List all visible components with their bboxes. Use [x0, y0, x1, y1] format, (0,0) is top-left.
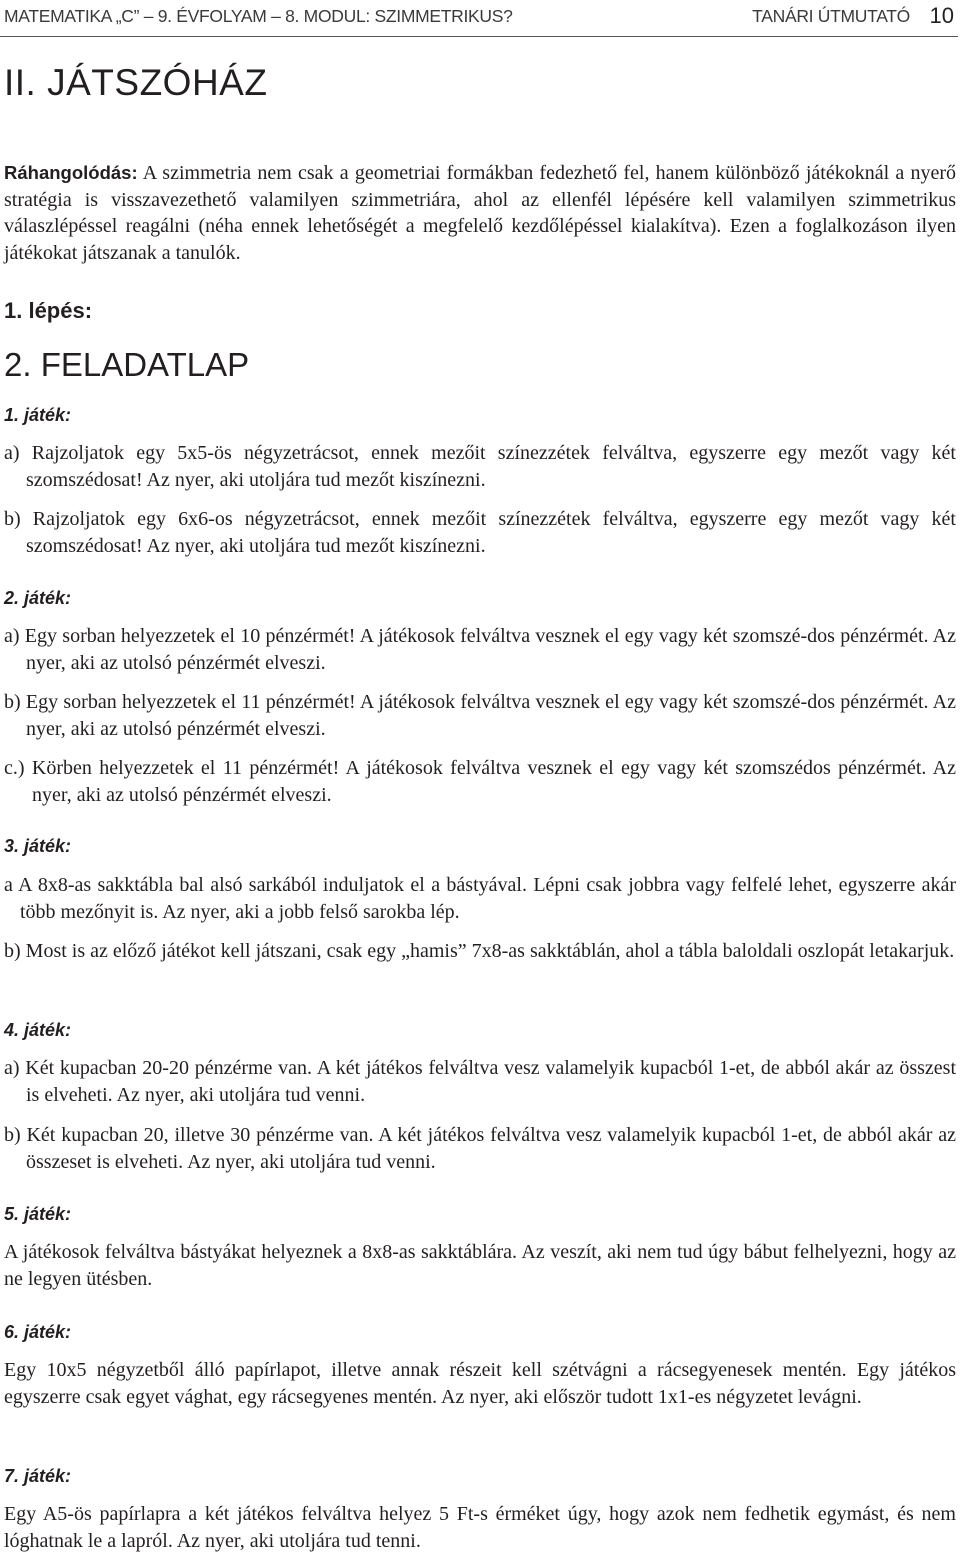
game-3-item-b: b) Most is az előző játékot kell játszani, csak egy „hamis” 7x8-as sakktáblán, ahol a tábla baloldali oszlopát letakarjuk. [4, 940, 955, 962]
game-2-label: 2. játék: [4, 588, 72, 608]
warmup-text: A szimmetria nem csak a geometriai formákban fedezhető fel, hanem különböző játékoknál a nyerő stratégia is visszavezethető valamilyen szimmetriára, ahol az ellenfél lépésére kell valamilyen szimmetrikus válaszlépéssel reagálni (néha ennek lehetőségét a megfelelő kezdőlépéssel kialakítva). Ezen a foglalkozáson ilyen játékokat játszanak a tanulók. [4, 162, 956, 264]
game-4-item-a: a) Két kupacban 20-20 pénzérme van. A két játékos felváltva vesz valamelyik kupacból 1-et, de abból akár az összest is elveheti. Az nyer, aki utoljára tud venni. [4, 1057, 956, 1106]
game-2-item-b: b) Egy sorban helyezzetek el 11 pénzérmét! A játékosok felváltva vesznek el egy vagy két szomszé-dos pénzérmét. Az nyer, aki az utolsó pénzérmét elveszi. [4, 691, 956, 740]
game-4-label: 4. játék: [4, 1020, 72, 1040]
game-3-item-a: a A 8x8-as sakktábla bal alsó sarkából induljatok el a bástyával. Lépni csak jobbra vagy felfelé lehet, egyszerre akár több mezőnyit is. Az nyer, aki a jobb felső sarokba lép. [4, 874, 956, 923]
game-7-label: 7. játék: [4, 1466, 72, 1486]
game-6-text: Egy 10x5 négyzetből álló papírlapot, illetve annak részeit kell szétvágni a rácsegyenesek mentén. Egy játékos egyszerre csak egyet vághat, egy rácsegyenes mentén. Az nyer, aki először tudott 1x1-es négyzetet levágni. [4, 1359, 956, 1408]
section-title: II. JÁTSZÓHÁZ [4, 62, 268, 103]
game-5-text: A játékosok felváltva bástyákat helyeznek a 8x8-as sakktáblára. Az veszít, aki nem tud úgy bábut felhelyezni, hogy az ne legyen ütésben. [4, 1241, 956, 1290]
game-1-item-b: b) Rajzoljatok egy 6x6-os négyzetrácsot, ennek mezőit színezzétek felváltva, egyszerre egy mezőt vagy két szomszédosat! Az nyer, aki utoljára tud mezőt kiszínezni. [4, 508, 956, 557]
worksheet-title: 2. FELADATLAP [4, 346, 250, 383]
running-header [0, 2, 958, 37]
game-2-item-c: c.) Körben helyezzetek el 11 pénzérmét! A játékosok felváltva vesznek el egy vagy két szomszédos pénzérmét. Az nyer, aki az utolsó pénzérmét elveszi. [4, 757, 956, 806]
game-1-label: 1. játék: [4, 405, 72, 425]
warmup-paragraph [4, 160, 956, 266]
step-label: 1. lépés: [4, 298, 93, 323]
header-course-title: MATEMATIKA „C” – 9. ÉVFOLYAM – 8. MODUL: SZIMMETRIKUS? [4, 6, 513, 26]
header-guide-label: TANÁRI ÚTMUTATÓ [752, 6, 910, 26]
game-6-label: 6. játék: [4, 1322, 72, 1342]
warmup-label: Ráhangolódás: [4, 162, 138, 183]
game-7-text: Egy A5-ös papírlapra a két játékos felváltva helyez 5 Ft-s érméket úgy, hogy azok nem fedhetik egymást, és nem lóghatnak le a lapról. Az nyer, aki utoljára tud tenni. [4, 1503, 956, 1552]
game-1-item-a: a) Rajzoljatok egy 5x5-ös négyzetrácsot, ennek mezőit színezzétek felváltva, egyszerre egy mezőt vagy két szomszédosat! Az nyer, aki utoljára tud mezőt kiszínezni. [4, 442, 956, 491]
page-number: 10 [929, 3, 954, 28]
game-5-label: 5. játék: [4, 1204, 72, 1224]
game-2-item-a: a) Egy sorban helyezzetek el 10 pénzérmét! A játékosok felváltva vesznek el egy vagy két szomszé-dos pénzérmét. Az nyer, aki az utolsó pénzérmét elveszi. [4, 625, 956, 674]
game-3-label: 3. játék: [4, 836, 72, 856]
game-4-item-b: b) Két kupacban 20, illetve 30 pénzérme van. A két játékos felváltva vesz valamelyik kupacból 1-et, de abból akár az összeset is elveheti. Az nyer, aki utoljára tud venni. [4, 1124, 956, 1173]
